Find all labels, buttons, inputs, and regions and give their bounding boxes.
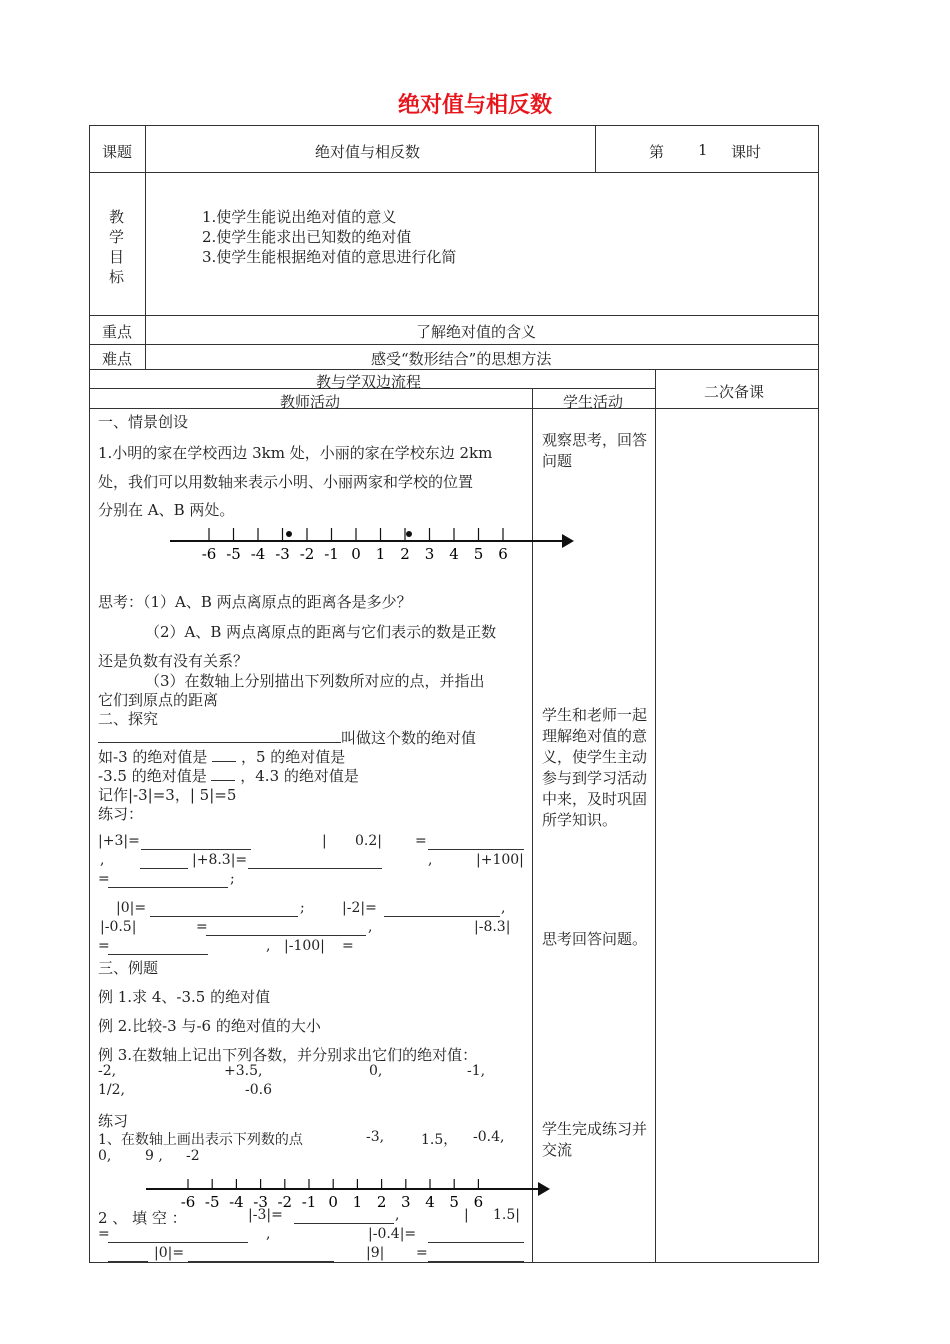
table-line-6 [89,408,819,409]
comma: , [501,900,506,916]
axis-tick-label: -6 [201,545,217,563]
key-point-label: 重点 [102,323,133,341]
axis-tick-label: -3 [275,545,290,563]
axis-tick-label: 5 [473,545,484,563]
practice-row-1 [98,833,528,853]
student-activity-3: 思考回答问题。 [542,930,648,948]
example-number: +3.5, [224,1063,263,1079]
example-problem-2: 例 2.比较-3 与-6 的绝对值的大小 [98,1017,321,1035]
comma: , [266,938,271,954]
abs-minus0-5-blank[interactable] [206,921,366,936]
table-line-1 [89,172,819,173]
section-3-title: 三、例题 [98,959,159,977]
axis-tick-label: 0 [351,545,361,563]
equals-sign: = [342,938,354,954]
abs-minus0-4-blank[interactable] [428,1228,524,1243]
abs-minus3-label: |-3|= [248,1207,283,1223]
table-line-3 [89,344,819,345]
objective-item-2: 2.使学生能求出已知数的绝对值 [202,228,412,246]
question-1: 思考：（1）A、B 两点离原点的距离各是多少？ [98,593,412,611]
practice-label: 练习： [98,805,144,823]
example-line-1 [98,746,345,767]
axis-tick-label: 3 [401,1193,411,1211]
practice-2-line-3 [98,1245,528,1265]
axis-tick-label: 6 [498,545,508,563]
abs-minus100-label: |-100| [284,938,325,954]
axis-tick-label: 2 [376,1193,387,1211]
abs-0-blank-2[interactable] [188,1247,334,1262]
question-3-line-2: 它们到原点的距离 [98,691,219,709]
axis-tick-label: -2 [299,545,315,563]
difficulty-label: 难点 [102,350,133,368]
example-number: -1, [467,1063,486,1079]
example-problem-3: 例 3.在数轴上记出下列各数，并分别求出它们的绝对值： [98,1046,478,1064]
abs-plus100-label: |+100| [476,852,524,868]
topic-value: 绝对值与相反数 [315,143,421,161]
abs-minus0-4-label: |-0.4|= [368,1226,417,1242]
example-1-text-a: 如-3 的绝对值是 [98,748,208,766]
abs-0-label: |0|= [116,900,147,916]
abs-plus3-blank[interactable] [141,835,251,850]
equals-sign: = [415,833,427,849]
practice-1-number: -2 [186,1148,200,1164]
difficulty-value: 感受“数形结合”的思想方法 [371,350,552,368]
axis-tick-label: 3 [424,545,435,563]
table-line-4 [89,369,819,370]
example-2-text-b: ，4.3 的绝对值是 [240,767,359,785]
abs-plus3-label: |+3|= [98,833,140,849]
point-b-marker [406,531,412,537]
comma: , [266,1226,271,1242]
example-3-numbers-row-2 [98,1082,528,1102]
semicolon: ; [300,900,305,916]
teacher-column-header: 教师活动 [280,393,341,411]
practice-1-number: -3, [366,1129,385,1145]
abs-0-2-blank[interactable] [428,835,524,850]
example-number: 0, [369,1063,383,1079]
abs-minus8-3-label: |-8.3| [474,919,511,935]
question-2-line-1: （2）A、B 两点离原点的距离与它们表示的数是正数 [145,623,497,641]
example-number: -2, [98,1063,117,1079]
axis-tick-label: -4 [229,1193,244,1211]
table-border-top [89,125,819,126]
equals-sign: = [98,871,110,887]
abs-minus0-4-blank-cont[interactable] [108,1247,148,1262]
point-a-marker [286,531,292,537]
example-1-blank[interactable] [212,747,236,762]
abs-minus2-blank[interactable] [384,902,500,917]
axis-tick-label: 4 [425,1193,435,1211]
scenario-line-2: 处，我们可以用数轴来表示小明、小丽两家和学校的位置 [98,473,474,491]
axis-tick-label: -1 [324,545,339,563]
document-title: 绝对值与相反数 [397,93,552,118]
practice-2-line-2 [98,1226,528,1246]
definition-text: 叫做这个数的绝对值 [341,729,477,747]
abs-0-blank[interactable] [150,902,298,917]
axis-tick-label: -5 [226,545,241,563]
objectives-label-3: 目 [109,248,125,266]
axis-tick-label: 1 [352,1193,363,1211]
abs-plus8-3-label: |+8.3|= [192,852,248,868]
practice-row-4 [98,900,528,920]
question-2-line-2: 还是负数有没有关系？ [98,652,249,670]
practice-row-6 [98,938,528,958]
notes-column-header: 二次备课 [704,383,765,401]
axis-tick-label: -4 [250,545,266,563]
abs-plus100-blank[interactable] [108,873,228,888]
student-column-divider [532,388,533,1263]
section-2-title: 二、探究 [98,710,159,728]
abs-plus8-3-blank[interactable] [248,854,382,869]
axis-tick-label: -6 [180,1193,196,1211]
objectives-label-4: 标 [109,268,125,286]
topic-label: 课题 [102,143,133,161]
student-activity-4: 学生完成练习并交流 [542,1120,648,1159]
practice-title: 练习 [98,1112,129,1130]
practice-1-line-2 [98,1148,528,1168]
axis-tick-label: 0 [328,1193,338,1211]
abs-9-label: |9| [366,1245,385,1261]
example-3-numbers-row-1 [98,1063,528,1083]
objective-item-1: 1.使学生能说出绝对值的意义 [202,208,397,226]
lesson-number: 1 [698,141,708,159]
practice-1-number: 9 , [145,1148,163,1164]
student-column-header: 学生活动 [563,393,624,411]
lesson-prefix: 第 [649,143,665,161]
example-2-text-a: -3.5 的绝对值是 [98,767,207,785]
abs-minus2-label: |-2|= [342,900,377,916]
example-number: 1/2, [98,1082,125,1098]
practice-row-5 [98,919,528,939]
objectives-label-2: 学 [109,228,125,246]
lesson-divider [595,125,596,172]
axis-tick-label: -2 [277,1193,293,1211]
practice-row-2 [98,852,528,872]
practice-1-text: 1、在数轴上画出表示下列数的点 [98,1132,303,1148]
practice-1-number: 1.5， [421,1132,458,1148]
practice-2-label: 2 、 填 空 ： [98,1209,187,1227]
table-border-right [818,125,819,1263]
axis-tick-label: 4 [449,545,459,563]
axis-tick-label: 1 [375,545,386,563]
student-activity-1: 观察思考，回答问题 [542,431,648,470]
practice-1-number: 0, [98,1148,112,1164]
comma: , [428,852,433,868]
abs-1-5-blank[interactable] [108,1228,248,1243]
example-number: -0.6 [245,1082,272,1098]
comma: , [395,1207,400,1223]
bar-symbol: | [322,833,327,849]
objective-item-3: 3.使学生能根据绝对值的意思进行化简 [202,248,457,266]
abs-1-5-label: 1.5| [493,1207,520,1223]
scenario-line-3: 分别在 A、B 两处。 [98,501,235,519]
practice-row-3 [98,871,528,891]
scenario-line-1: 1.小明的家在学校西边 3km 处，小丽的家在学校东边 2km [98,444,493,462]
question-3-line-1: （3）在数轴上分别描出下列数所对应的点，并指出 [145,672,485,690]
table-line-2 [89,315,819,316]
axis-tick-label: 6 [473,1193,484,1211]
table-border-left [89,125,90,1263]
comma: , [368,919,373,935]
equals-sign: = [98,1226,110,1242]
student-activity-2: 学生和老师一起理解绝对值的意义，使学生主动参与到学习活动中来，及时巩固所学知识。 [542,706,648,829]
key-point-value: 了解绝对值的含义 [416,323,537,341]
semicolon: ; [230,871,235,887]
abs-minus3-blank[interactable] [294,1209,394,1224]
notation-note: 记作|-3|=3，| 5|=5 [98,786,237,804]
abs-minus8-3-blank[interactable] [108,940,208,955]
axis-tick-label: 5 [449,1193,459,1211]
example-2-blank[interactable] [211,766,235,781]
abs-minus0-5-label: |-0.5| [100,919,137,935]
abs-9-blank[interactable] [428,1247,524,1262]
lesson-suffix: 课时 [731,143,762,161]
definition-blank[interactable] [98,728,341,743]
number-line-1 [160,522,580,568]
practice-1-number: -0.4, [473,1129,505,1145]
axis-tick-label: 2 [400,545,410,563]
comma: , [100,852,105,868]
flow-header: 教与学双边流程 [316,373,422,391]
axis-tick-label: -3 [253,1193,268,1211]
practice-2-line-1 [98,1207,528,1227]
abs-0-2-label: 0.2| [355,833,382,849]
example-problem-1: 例 1.求 4、-3.5 的绝对值 [98,988,271,1006]
section-1-title: 一、情景创设 [98,413,189,431]
objectives-label-1: 教 [109,208,125,226]
abs-0-2-blank-cont[interactable] [140,854,188,869]
example-line-2 [98,765,359,786]
axis-tick-label: -5 [204,1193,220,1211]
equals-sign: = [98,938,110,954]
definition-line [98,727,476,748]
equals-sign: = [416,1245,428,1261]
notes-column-divider [655,369,656,1263]
practice-1-line-1 [98,1129,528,1149]
label-column-divider [145,125,146,369]
abs-0-label: |0|= [154,1245,185,1261]
bar-symbol: | [464,1207,469,1223]
equals-sign: = [196,919,208,935]
axis-tick-label: -1 [301,1193,317,1211]
example-1-text-b: ，5 的绝对值是 [240,748,346,766]
